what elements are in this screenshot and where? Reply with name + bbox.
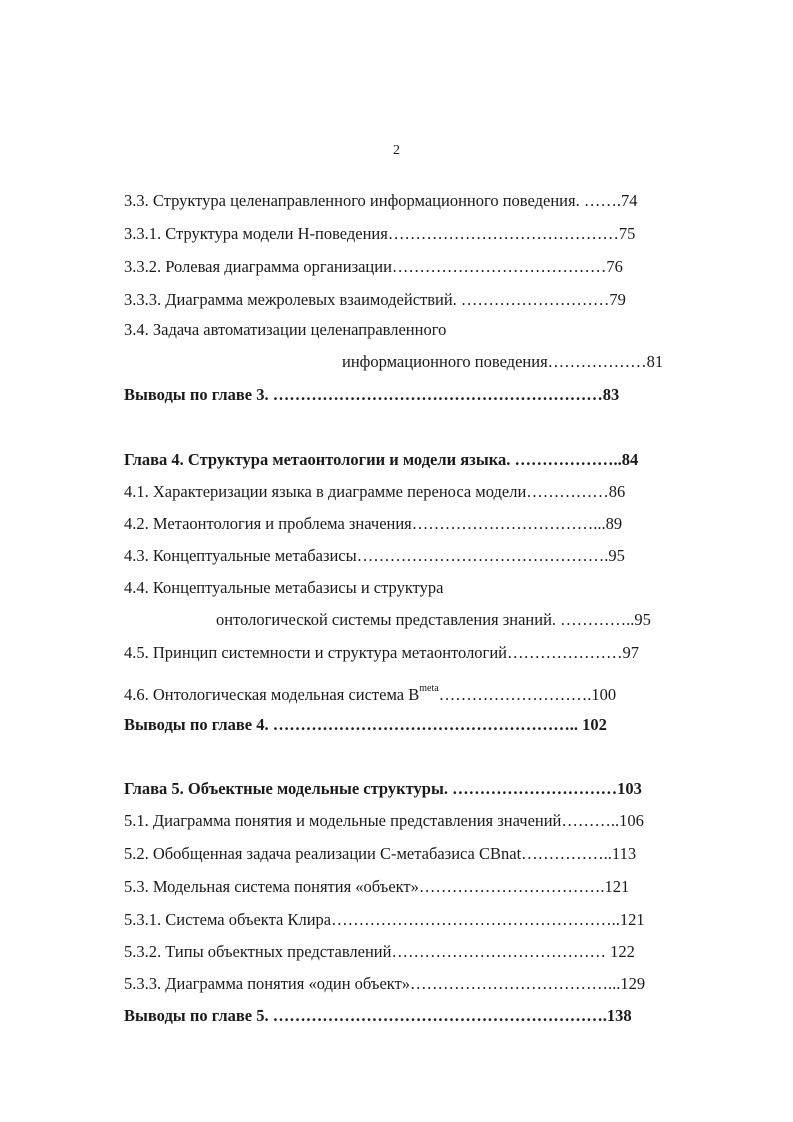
toc-entry-5-3: 5.3. Модельная система понятия «объект»…………………………….121 xyxy=(124,877,630,896)
toc-entry-4-2: 4.2. Метаонтология и проблема значения……………………………...89 xyxy=(124,514,623,533)
toc-entry-3-3-1: 3.3.1. Структура модели Н-поведения……………………………………75 xyxy=(124,224,636,243)
toc-entry-3-3: 3.3. Структура целенаправленного информационного поведения. …….74 xyxy=(124,191,638,210)
toc-entry-3-4-cont: информационного поведения………………81 xyxy=(342,352,664,371)
page-number: 2 xyxy=(393,143,400,158)
toc-entry-4-4: 4.4. Концептуальные метабазисы и структура xyxy=(124,578,444,597)
toc-entry-4-3: 4.3. Концептуальные метабазисы……………………………………….95 xyxy=(124,546,625,565)
toc-conclusions-4: Выводы по главе 4. ……………………………………………….. 102 xyxy=(124,715,607,734)
toc-entry-5-3-1: 5.3.1. Система объекта Клира……………………………………………..121 xyxy=(124,910,645,929)
toc-conclusions-5: Выводы по главе 5. …………………………………………………….138 xyxy=(124,1006,632,1025)
toc-entry-4-6-text: 4.6. Онтологическая модельная система B xyxy=(124,685,420,704)
toc-conclusions-3: Выводы по главе 3. ……………………………………………………83 xyxy=(124,385,620,404)
toc-entry-4-1: 4.1. Характеризации языка в диаграмме переноса модели……………86 xyxy=(124,482,626,501)
toc-entry-3-3-2: 3.3.2. Ролевая диаграмма организации…………………………………76 xyxy=(124,257,623,276)
toc-entry-5-3-3: 5.3.3. Диаграмма понятия «один объект»………………………………...129 xyxy=(124,974,646,993)
toc-entry-5-3-2: 5.3.2. Типы объектных представлений………………………………… 122 xyxy=(124,942,635,961)
toc-entry-5-1: 5.1. Диаграмма понятия и модельные представления значений………..106 xyxy=(124,811,644,830)
toc-chapter-5: Глава 5. Объектные модельные структуры. …………………………103 xyxy=(124,779,642,798)
toc-entry-5-2: 5.2. Обобщенная задача реализации С-метабазиса CBnat……………..113 xyxy=(124,844,637,863)
toc-entry-4-6-superscript: meta xyxy=(419,683,439,694)
toc-entry-4-5: 4.5. Принцип системности и структура метаонтологий…………………97 xyxy=(124,643,639,662)
toc-entry-4-4-cont: онтологической системы представления знаний. …………..95 xyxy=(216,610,651,629)
toc-entry-3-3-3: 3.3.3. Диаграмма межролевых взаимодействий. ………………………79 xyxy=(124,290,626,309)
toc-entry-4-6 xyxy=(124,679,616,705)
toc-chapter-4: Глава 4. Структура метаонтологии и модели языка. ………………..84 xyxy=(124,450,639,469)
toc-entry-4-6-page: ……………………….100 xyxy=(438,685,617,704)
toc-entry-3-4: 3.4. Задача автоматизации целенаправленного xyxy=(124,320,447,339)
